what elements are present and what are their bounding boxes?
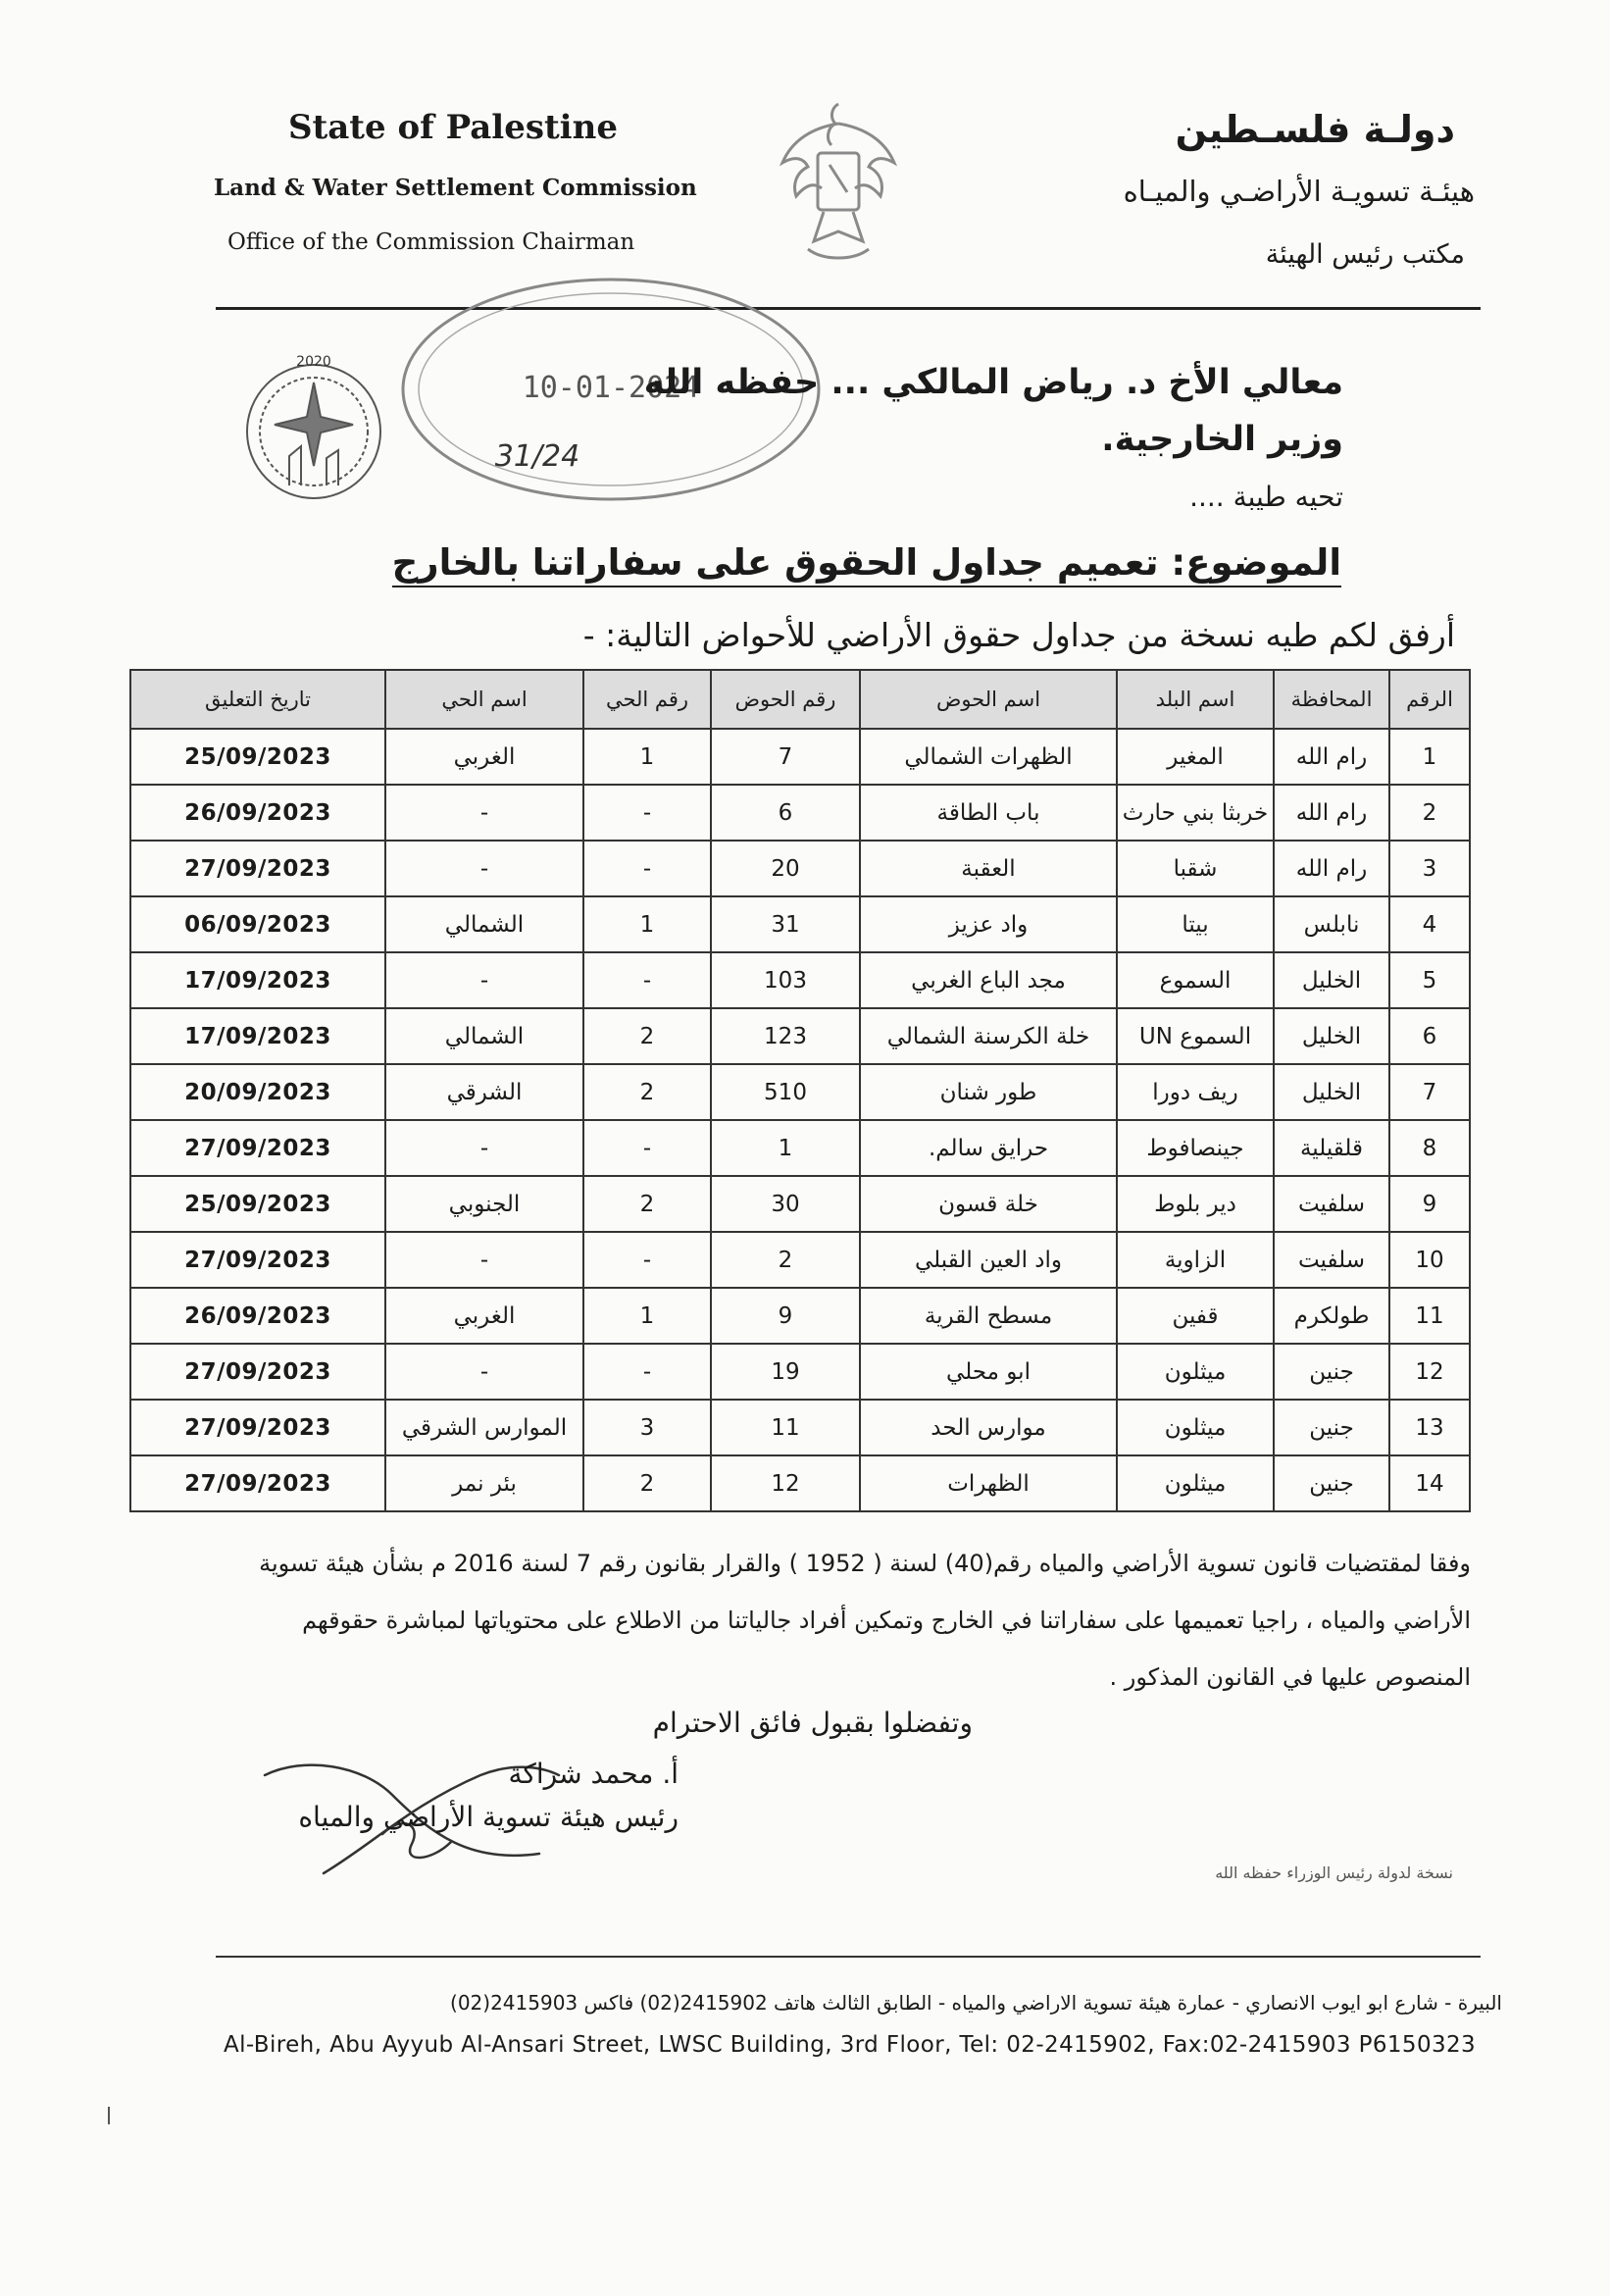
cell-basin-name: مسطح القرية	[860, 1288, 1117, 1344]
cell-posting-date: 27/09/2023	[130, 1400, 385, 1455]
cell-basin-number: 2	[711, 1232, 860, 1288]
cell-quarter-number: 1	[583, 896, 711, 952]
col-header-number: الرقم	[1389, 670, 1470, 729]
cell-basin-name: ابو محلي	[860, 1344, 1117, 1400]
body-line-2: الأراضي والمياه ، راجيا تعميمها على سفاراتنا في الخارج وتمكين أفراد جالياتنا من الاطلاع على محتوياتها لمباشرة حقوقهم	[302, 1607, 1471, 1634]
cell-basin-number: 12	[711, 1455, 860, 1511]
cell-number: 7	[1389, 1064, 1470, 1120]
header-ar-title: دولـة فلسـطين	[1175, 108, 1455, 151]
cell-quarter-number: -	[583, 841, 711, 896]
table-row	[130, 896, 1470, 952]
body-line-3: المنصوص عليها في القانون المذكور .	[1109, 1663, 1471, 1691]
cell-quarter-name: -	[385, 1344, 583, 1400]
cell-town: الزاوية	[1117, 1232, 1274, 1288]
cell-town: شقبا	[1117, 841, 1274, 896]
table-row	[130, 1288, 1470, 1344]
intro-text: أرفق لكم طيه نسخة من جداول حقوق الأراضي للأحواض التالية: -	[582, 616, 1455, 654]
cell-posting-date: 17/09/2023	[130, 952, 385, 1008]
cell-town: ميثلون	[1117, 1455, 1274, 1511]
cell-town: ميثلون	[1117, 1344, 1274, 1400]
cell-posting-date: 26/09/2023	[130, 785, 385, 841]
table-row	[130, 1455, 1470, 1511]
col-header-quarter-name: اسم الحي	[385, 670, 583, 729]
cell-quarter-number: 1	[583, 729, 711, 785]
cell-number: 10	[1389, 1232, 1470, 1288]
cell-governorate: جنين	[1274, 1344, 1389, 1400]
cell-quarter-name: الشرقي	[385, 1064, 583, 1120]
cell-governorate: الخليل	[1274, 952, 1389, 1008]
cell-governorate: الخليل	[1274, 1064, 1389, 1120]
cell-basin-name: الظهرات الشمالي	[860, 729, 1117, 785]
table-row	[130, 729, 1470, 785]
cell-governorate: رام الله	[1274, 729, 1389, 785]
cell-quarter-name: -	[385, 785, 583, 841]
cell-quarter-name: الجنوبي	[385, 1176, 583, 1232]
bethlehem-seal-icon	[230, 348, 397, 515]
cell-number: 11	[1389, 1288, 1470, 1344]
cell-quarter-number: -	[583, 952, 711, 1008]
cell-number: 14	[1389, 1455, 1470, 1511]
cell-basin-name: خلة قسون	[860, 1176, 1117, 1232]
body-line-1: وفقا لمقتضيات قانون تسوية الأراضي والمياه رقم(40) لسنة ( 1952 ) والقرار بقانون رقم 7 لسنة 2016 م بشأن هيئة تسوية	[259, 1550, 1471, 1577]
cell-posting-date: 20/09/2023	[130, 1064, 385, 1120]
land-rights-table	[129, 669, 1471, 1512]
cell-quarter-number: -	[583, 1344, 711, 1400]
cell-basin-number: 123	[711, 1008, 860, 1064]
greeting: تحيه طيبة ....	[1189, 481, 1343, 513]
cell-number: 3	[1389, 841, 1470, 896]
col-header-governorate: المحافظة	[1274, 670, 1389, 729]
table-row	[130, 1400, 1470, 1455]
table-row	[130, 1120, 1470, 1176]
cell-quarter-number: 2	[583, 1008, 711, 1064]
cell-number: 2	[1389, 785, 1470, 841]
cell-number: 9	[1389, 1176, 1470, 1232]
stamp-date: 10-01-2024	[522, 371, 700, 405]
cell-basin-name: واد العين القبلي	[860, 1232, 1117, 1288]
cell-posting-date: 06/09/2023	[130, 896, 385, 952]
cell-governorate: نابلس	[1274, 896, 1389, 952]
col-header-town: اسم البلد	[1117, 670, 1274, 729]
cell-number: 8	[1389, 1120, 1470, 1176]
cell-quarter-number: -	[583, 785, 711, 841]
cell-basin-name: واد عزيز	[860, 896, 1117, 952]
cell-posting-date: 25/09/2023	[130, 729, 385, 785]
seal-year: 2020	[296, 354, 331, 370]
cell-number: 13	[1389, 1400, 1470, 1455]
cell-quarter-name: الغربي	[385, 1288, 583, 1344]
cell-town: ريف دورا	[1117, 1064, 1274, 1120]
cell-basin-number: 510	[711, 1064, 860, 1120]
cell-basin-number: 11	[711, 1400, 860, 1455]
cell-governorate: قلقيلية	[1274, 1120, 1389, 1176]
cell-governorate: جنين	[1274, 1455, 1389, 1511]
cell-number: 6	[1389, 1008, 1470, 1064]
closing-line: وتفضلوا بقبول فائق الاحترام	[652, 1707, 973, 1739]
header-ar-office: مكتب رئيس الهيئة	[1265, 239, 1465, 270]
cell-basin-number: 9	[711, 1288, 860, 1344]
cell-number: 1	[1389, 729, 1470, 785]
cell-posting-date: 27/09/2023	[130, 841, 385, 896]
cell-quarter-number: -	[583, 1120, 711, 1176]
cell-quarter-name: -	[385, 952, 583, 1008]
cell-governorate: طولكرم	[1274, 1288, 1389, 1344]
cell-basin-name: باب الطاقة	[860, 785, 1117, 841]
cell-quarter-name: الشمالي	[385, 1008, 583, 1064]
cell-governorate: رام الله	[1274, 841, 1389, 896]
table-header-row	[130, 670, 1470, 729]
cell-quarter-name: الموارس الشرقي	[385, 1400, 583, 1455]
addressee-line-2: وزير الخارجية.	[1101, 420, 1343, 459]
cell-number: 4	[1389, 896, 1470, 952]
header-en-commission: Land & Water Settlement Commission	[214, 175, 697, 201]
cell-basin-number: 103	[711, 952, 860, 1008]
cell-governorate: سلفيت	[1274, 1232, 1389, 1288]
cell-quarter-number: 2	[583, 1455, 711, 1511]
col-header-basin-name: اسم الحوض	[860, 670, 1117, 729]
cell-governorate: الخليل	[1274, 1008, 1389, 1064]
cell-number: 12	[1389, 1344, 1470, 1400]
table-row	[130, 1232, 1470, 1288]
table-row	[130, 952, 1470, 1008]
table-row	[130, 841, 1470, 896]
cell-town: السموع	[1117, 952, 1274, 1008]
cell-posting-date: 27/09/2023	[130, 1455, 385, 1511]
cell-quarter-name: -	[385, 1120, 583, 1176]
cell-quarter-number: 2	[583, 1176, 711, 1232]
cell-governorate: رام الله	[1274, 785, 1389, 841]
cell-basin-number: 30	[711, 1176, 860, 1232]
header-en-office: Office of the Commission Chairman	[227, 230, 635, 255]
cell-posting-date: 27/09/2023	[130, 1120, 385, 1176]
cell-quarter-number: 2	[583, 1064, 711, 1120]
cell-governorate: سلفيت	[1274, 1176, 1389, 1232]
cell-basin-name: الظهرات	[860, 1455, 1117, 1511]
cell-governorate: جنين	[1274, 1400, 1389, 1455]
table-row	[130, 1008, 1470, 1064]
cell-basin-number: 31	[711, 896, 860, 952]
col-header-quarter-number: رقم الحي	[583, 670, 711, 729]
cell-basin-number: 20	[711, 841, 860, 896]
cell-quarter-number: 3	[583, 1400, 711, 1455]
cell-town: بيتا	[1117, 896, 1274, 952]
cell-basin-name: خلة الكرسنة الشمالي	[860, 1008, 1117, 1064]
cell-town: دير بلوط	[1117, 1176, 1274, 1232]
cell-basin-name: العقبة	[860, 841, 1117, 896]
cell-town: ميثلون	[1117, 1400, 1274, 1455]
addressee-line-1: معالي الأخ د. رياض المالكي ... حفظه الله	[643, 363, 1343, 402]
cell-basin-name: حرايق سالم.	[860, 1120, 1117, 1176]
table-row	[130, 785, 1470, 841]
table-row	[130, 1064, 1470, 1120]
cell-basin-number: 19	[711, 1344, 860, 1400]
margin-mark	[108, 2107, 110, 2124]
cell-quarter-name: الغربي	[385, 729, 583, 785]
footer-address-ar: البيرة - شارع ابو ايوب الانصاري - عمارة هيئة تسوية الاراضي والمياه - الطابق الثالث هاتف 2415902(02) فاكس 2415903(02)	[450, 1991, 1502, 2015]
cell-posting-date: 27/09/2023	[130, 1232, 385, 1288]
cell-basin-name: طور شنان	[860, 1064, 1117, 1120]
cell-quarter-name: -	[385, 841, 583, 896]
cell-basin-name: موارس الحد	[860, 1400, 1117, 1455]
header-ar-commission: هيئـة تسويـة الأراضـي والميـاه	[1123, 175, 1475, 208]
cell-posting-date: 27/09/2023	[130, 1344, 385, 1400]
cc-note: نسخة لدولة رئيس الوزراء حفظه الله	[1215, 1863, 1453, 1882]
cell-basin-number: 1	[711, 1120, 860, 1176]
cell-basin-number: 6	[711, 785, 860, 841]
header-en-title: State of Palestine	[288, 108, 618, 147]
cell-town: المغير	[1117, 729, 1274, 785]
cell-town: السموع UN	[1117, 1008, 1274, 1064]
cell-quarter-name: بئر نمر	[385, 1455, 583, 1511]
cell-posting-date: 25/09/2023	[130, 1176, 385, 1232]
cell-posting-date: 17/09/2023	[130, 1008, 385, 1064]
footer-divider	[216, 1956, 1481, 1958]
cell-basin-name: مجد الباع الغربي	[860, 952, 1117, 1008]
cell-quarter-number: 1	[583, 1288, 711, 1344]
col-header-basin-number: رقم الحوض	[711, 670, 860, 729]
cell-number: 5	[1389, 952, 1470, 1008]
cell-town: قفين	[1117, 1288, 1274, 1344]
palestine-eagle-emblem-icon	[775, 94, 902, 271]
cell-posting-date: 26/09/2023	[130, 1288, 385, 1344]
subject-line: الموضوع: تعميم جداول الحقوق على سفاراتنا بالخارج	[392, 541, 1341, 587]
cell-quarter-name: الشمالي	[385, 896, 583, 952]
stamp-number: 31/24	[494, 439, 580, 474]
footer-address-en: Al-Bireh, Abu Ayyub Al-Ansari Street, LWSC Building, 3rd Floor, Tel: 02-2415902, Fax:02-2415903 P6150323	[224, 2032, 1477, 2058]
cell-town: جينصافوط	[1117, 1120, 1274, 1176]
signatory-name: أ. محمد شراكة	[508, 1758, 679, 1790]
cell-basin-number: 7	[711, 729, 860, 785]
table-row	[130, 1176, 1470, 1232]
cell-town: خربثا بني حارث	[1117, 785, 1274, 841]
col-header-posting-date: تاريخ التعليق	[130, 670, 385, 729]
signatory-title: رئيس هيئة تسوية الأراضي والمياه	[298, 1801, 679, 1833]
cell-quarter-number: -	[583, 1232, 711, 1288]
table-row	[130, 1344, 1470, 1400]
cell-quarter-name: -	[385, 1232, 583, 1288]
